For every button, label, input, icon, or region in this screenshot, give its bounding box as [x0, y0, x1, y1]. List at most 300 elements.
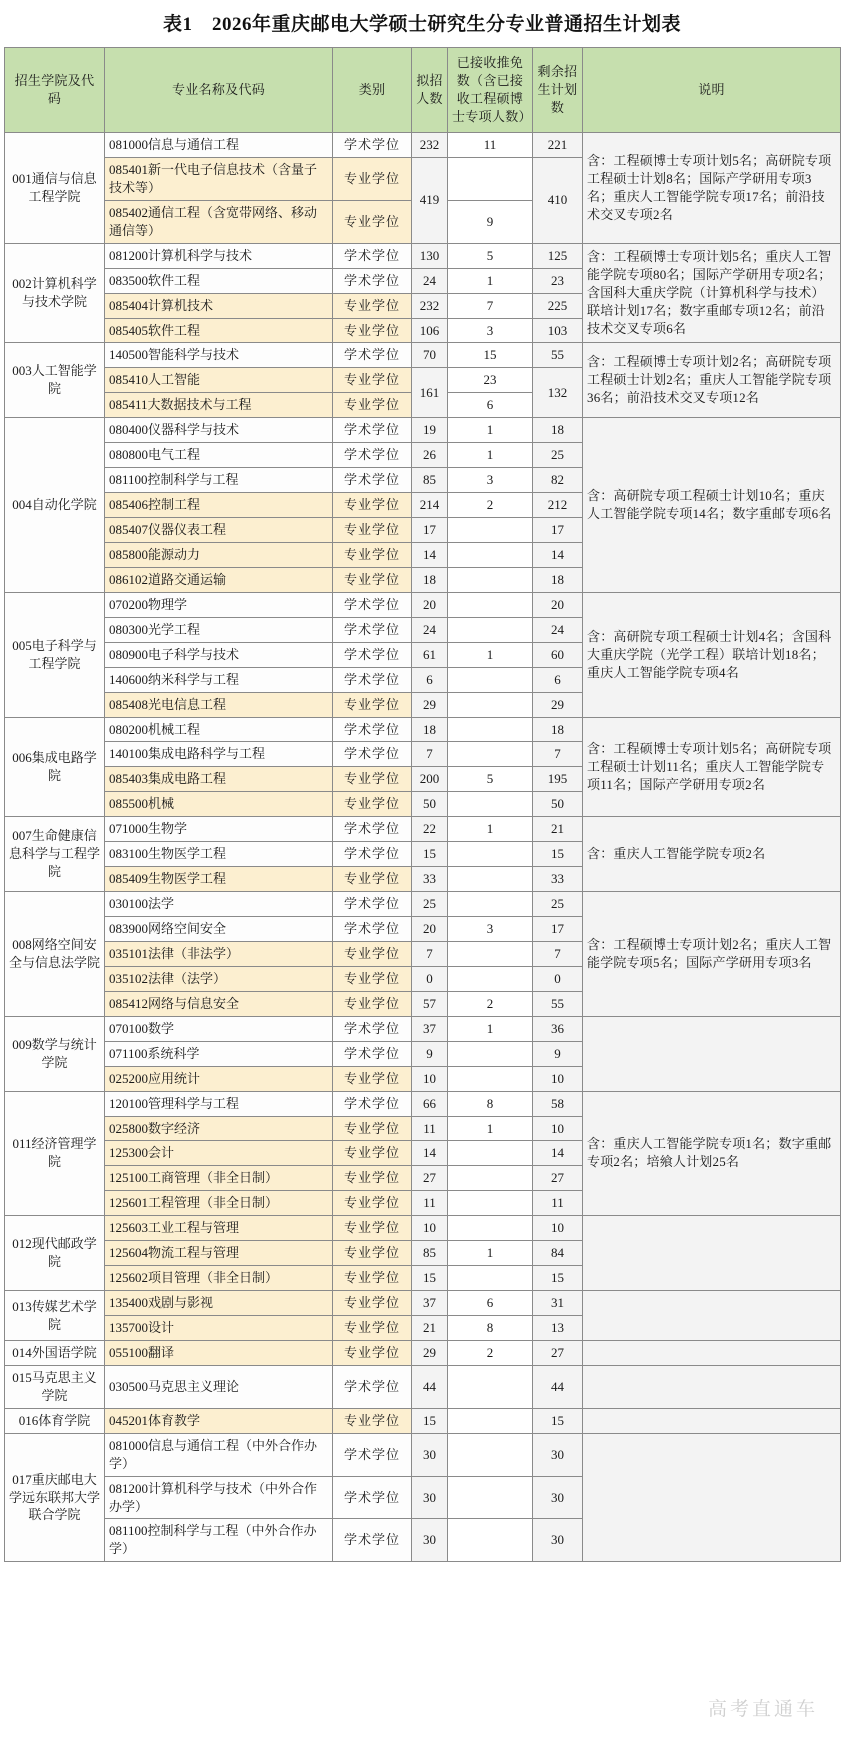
remaining-count-cell: 103 — [533, 318, 583, 343]
major-cell: 083900网络空间安全 — [105, 917, 333, 942]
planned-count-cell: 232 — [412, 293, 448, 318]
exempt-count-cell: 6 — [448, 1291, 533, 1316]
remaining-count-cell: 25 — [533, 443, 583, 468]
category-cell: 专业学位 — [333, 542, 412, 567]
planned-count-cell: 7 — [412, 742, 448, 767]
table-row — [5, 1433, 841, 1476]
remaining-count-cell: 225 — [533, 293, 583, 318]
category-cell: 学术学位 — [333, 717, 412, 742]
exempt-count-cell — [448, 518, 533, 543]
header-remaining: 剩余招生计划数 — [533, 48, 583, 133]
note-cell — [583, 1365, 841, 1408]
planned-count-cell: 9 — [412, 1041, 448, 1066]
category-cell: 学术学位 — [333, 642, 412, 667]
category-cell: 专业学位 — [333, 1166, 412, 1191]
table-row — [5, 592, 841, 617]
major-cell: 085411大数据技术与工程 — [105, 393, 333, 418]
remaining-count-cell: 25 — [533, 892, 583, 917]
college-cell: 015马克思主义学院 — [5, 1365, 105, 1408]
exempt-count-cell — [448, 892, 533, 917]
remaining-count-cell: 24 — [533, 617, 583, 642]
exempt-count-cell — [448, 1365, 533, 1408]
planned-count-cell: 25 — [412, 892, 448, 917]
planned-count-cell: 37 — [412, 1016, 448, 1041]
major-cell: 125604物流工程与管理 — [105, 1241, 333, 1266]
table-row — [5, 817, 841, 842]
planned-count-cell: 24 — [412, 268, 448, 293]
major-cell: 083500软件工程 — [105, 268, 333, 293]
note-cell — [583, 1291, 841, 1341]
planned-count-cell: 18 — [412, 717, 448, 742]
remaining-count-cell: 17 — [533, 518, 583, 543]
exempt-count-cell — [448, 1476, 533, 1519]
major-cell: 045201体育教学 — [105, 1408, 333, 1433]
remaining-count-cell: 15 — [533, 842, 583, 867]
exempt-count-cell: 3 — [448, 917, 533, 942]
remaining-count-cell: 6 — [533, 667, 583, 692]
remaining-count-cell: 10 — [533, 1216, 583, 1241]
header-major: 专业名称及代码 — [105, 48, 333, 133]
remaining-count-cell: 30 — [533, 1476, 583, 1519]
category-cell: 专业学位 — [333, 368, 412, 393]
planned-count-cell: 161 — [412, 368, 448, 418]
exempt-count-cell: 3 — [448, 318, 533, 343]
major-cell: 081200计算机科学与技术 — [105, 243, 333, 268]
exempt-count-cell — [448, 1041, 533, 1066]
college-cell: 002计算机科学与技术学院 — [5, 243, 105, 343]
exempt-count-cell: 2 — [448, 493, 533, 518]
category-cell: 学术学位 — [333, 1091, 412, 1116]
remaining-count-cell: 20 — [533, 592, 583, 617]
major-cell: 080300光学工程 — [105, 617, 333, 642]
remaining-count-cell: 55 — [533, 991, 583, 1016]
table-row — [5, 418, 841, 443]
major-cell: 081100控制科学与工程（中外合作办学） — [105, 1519, 333, 1562]
college-cell: 013传媒艺术学院 — [5, 1291, 105, 1341]
major-cell: 080400仪器科学与技术 — [105, 418, 333, 443]
exempt-count-cell — [448, 867, 533, 892]
planned-count-cell: 15 — [412, 1408, 448, 1433]
major-cell: 035102法律（法学） — [105, 966, 333, 991]
remaining-count-cell: 23 — [533, 268, 583, 293]
category-cell: 专业学位 — [333, 1291, 412, 1316]
category-cell: 专业学位 — [333, 293, 412, 318]
exempt-count-cell: 1 — [448, 443, 533, 468]
exempt-count-cell — [448, 717, 533, 742]
major-cell: 080900电子科学与技术 — [105, 642, 333, 667]
remaining-count-cell: 84 — [533, 1241, 583, 1266]
header-note: 说明 — [583, 48, 841, 133]
major-cell: 125100工商管理（非全日制） — [105, 1166, 333, 1191]
college-cell: 009数学与统计学院 — [5, 1016, 105, 1091]
major-cell: 080200机械工程 — [105, 717, 333, 742]
remaining-count-cell: 14 — [533, 542, 583, 567]
major-cell: 085404计算机技术 — [105, 293, 333, 318]
category-cell: 专业学位 — [333, 941, 412, 966]
remaining-count-cell: 17 — [533, 917, 583, 942]
table-row — [5, 717, 841, 742]
planned-count-cell: 18 — [412, 567, 448, 592]
major-cell: 035101法律（非法学） — [105, 941, 333, 966]
college-cell: 008网络空间安全与信息法学院 — [5, 892, 105, 1017]
planned-count-cell: 44 — [412, 1365, 448, 1408]
planned-count-cell: 26 — [412, 443, 448, 468]
planned-count-cell: 24 — [412, 617, 448, 642]
exempt-count-cell — [448, 592, 533, 617]
category-cell: 专业学位 — [333, 767, 412, 792]
major-cell: 081000信息与通信工程（中外合作办学） — [105, 1433, 333, 1476]
remaining-count-cell: 27 — [533, 1340, 583, 1365]
category-cell: 专业学位 — [333, 393, 412, 418]
category-cell: 学术学位 — [333, 1519, 412, 1562]
exempt-count-cell — [448, 742, 533, 767]
remaining-count-cell: 10 — [533, 1066, 583, 1091]
exempt-count-cell: 2 — [448, 1340, 533, 1365]
remaining-count-cell: 27 — [533, 1166, 583, 1191]
header-row — [5, 48, 841, 133]
remaining-count-cell: 14 — [533, 1141, 583, 1166]
planned-count-cell: 50 — [412, 792, 448, 817]
major-cell: 081100控制科学与工程 — [105, 468, 333, 493]
planned-count-cell: 29 — [412, 1340, 448, 1365]
note-cell: 含：高研院专项工程硕士计划10名；重庆人工智能学院专项14名；数字重邮专项6名 — [583, 418, 841, 593]
planned-count-cell: 20 — [412, 592, 448, 617]
exempt-count-cell: 1 — [448, 268, 533, 293]
remaining-count-cell: 195 — [533, 767, 583, 792]
major-cell: 081200计算机科学与技术（中外合作办学） — [105, 1476, 333, 1519]
planned-count-cell: 7 — [412, 941, 448, 966]
planned-count-cell: 22 — [412, 817, 448, 842]
category-cell: 专业学位 — [333, 1241, 412, 1266]
major-cell: 085500机械 — [105, 792, 333, 817]
remaining-count-cell: 9 — [533, 1041, 583, 1066]
table-row — [5, 1091, 841, 1116]
category-cell: 专业学位 — [333, 792, 412, 817]
admission-plan-table — [4, 47, 841, 1562]
exempt-count-cell — [448, 1266, 533, 1291]
planned-count-cell: 85 — [412, 468, 448, 493]
college-cell: 003人工智能学院 — [5, 343, 105, 418]
note-cell: 含：重庆人工智能学院专项1名；数字重邮专项2名；培飨人计划25名 — [583, 1091, 841, 1216]
major-cell: 071100系统科学 — [105, 1041, 333, 1066]
table-row — [5, 1216, 841, 1241]
planned-count-cell: 11 — [412, 1191, 448, 1216]
planned-count-cell: 232 — [412, 133, 448, 158]
exempt-count-cell: 1 — [448, 1241, 533, 1266]
table-row — [5, 892, 841, 917]
major-cell: 085402通信工程（含宽带网络、移动通信等） — [105, 200, 333, 243]
major-cell: 083100生物医学工程 — [105, 842, 333, 867]
table-body — [5, 133, 841, 1562]
planned-count-cell: 66 — [412, 1091, 448, 1116]
major-cell: 085408光电信息工程 — [105, 692, 333, 717]
table-row — [5, 1365, 841, 1408]
planned-count-cell: 29 — [412, 692, 448, 717]
table-row — [5, 1016, 841, 1041]
category-cell: 学术学位 — [333, 1433, 412, 1476]
major-cell: 125300会计 — [105, 1141, 333, 1166]
exempt-count-cell — [448, 1191, 533, 1216]
remaining-count-cell: 31 — [533, 1291, 583, 1316]
header-category: 类别 — [333, 48, 412, 133]
planned-count-cell: 61 — [412, 642, 448, 667]
major-cell: 085403集成电路工程 — [105, 767, 333, 792]
major-cell: 081000信息与通信工程 — [105, 133, 333, 158]
table-row — [5, 133, 841, 158]
major-cell: 140500智能科学与技术 — [105, 343, 333, 368]
remaining-count-cell: 11 — [533, 1191, 583, 1216]
remaining-count-cell: 7 — [533, 941, 583, 966]
exempt-count-cell: 1 — [448, 642, 533, 667]
exempt-count-cell — [448, 792, 533, 817]
watermark: 高考直通车 — [707, 1699, 818, 1720]
remaining-count-cell: 125 — [533, 243, 583, 268]
note-cell — [583, 1433, 841, 1562]
category-cell: 学术学位 — [333, 817, 412, 842]
exempt-count-cell — [448, 542, 533, 567]
planned-count-cell: 200 — [412, 767, 448, 792]
exempt-count-cell: 8 — [448, 1316, 533, 1341]
table-header — [5, 48, 841, 133]
major-cell: 140600纳米科学与工程 — [105, 667, 333, 692]
category-cell: 专业学位 — [333, 991, 412, 1016]
major-cell: 055100翻译 — [105, 1340, 333, 1365]
exempt-count-cell — [448, 1141, 533, 1166]
planned-count-cell: 0 — [412, 966, 448, 991]
header-exempt: 已接收推免数（含已接收工程硕博士专项人数） — [448, 48, 533, 133]
planned-count-cell: 10 — [412, 1216, 448, 1241]
category-cell: 专业学位 — [333, 318, 412, 343]
remaining-count-cell: 50 — [533, 792, 583, 817]
category-cell: 专业学位 — [333, 966, 412, 991]
planned-count-cell: 130 — [412, 243, 448, 268]
major-cell: 140100集成电路科学与工程 — [105, 742, 333, 767]
note-cell: 含：工程硕博士专项计划2名；重庆人工智能学院专项5名；国际产学研用专项3名 — [583, 892, 841, 1017]
major-cell: 086102道路交通运输 — [105, 567, 333, 592]
major-cell: 125603工业工程与管理 — [105, 1216, 333, 1241]
planned-count-cell: 30 — [412, 1433, 448, 1476]
exempt-count-cell: 11 — [448, 133, 533, 158]
remaining-count-cell: 13 — [533, 1316, 583, 1341]
remaining-count-cell: 21 — [533, 817, 583, 842]
college-cell: 005电子科学与工程学院 — [5, 592, 105, 717]
category-cell: 学术学位 — [333, 1476, 412, 1519]
major-cell: 025200应用统计 — [105, 1066, 333, 1091]
remaining-count-cell: 29 — [533, 692, 583, 717]
remaining-count-cell: 410 — [533, 157, 583, 243]
table-row — [5, 343, 841, 368]
category-cell: 专业学位 — [333, 567, 412, 592]
remaining-count-cell: 212 — [533, 493, 583, 518]
major-cell: 135700设计 — [105, 1316, 333, 1341]
exempt-count-cell — [448, 842, 533, 867]
category-cell: 专业学位 — [333, 1191, 412, 1216]
category-cell: 学术学位 — [333, 917, 412, 942]
category-cell: 专业学位 — [333, 1340, 412, 1365]
college-cell: 014外国语学院 — [5, 1340, 105, 1365]
exempt-count-cell — [448, 567, 533, 592]
remaining-count-cell: 7 — [533, 742, 583, 767]
exempt-count-cell: 5 — [448, 767, 533, 792]
planned-count-cell: 17 — [412, 518, 448, 543]
planned-count-cell: 15 — [412, 842, 448, 867]
planned-count-cell: 21 — [412, 1316, 448, 1341]
exempt-count-cell — [448, 1166, 533, 1191]
exempt-count-cell — [448, 966, 533, 991]
college-cell: 012现代邮政学院 — [5, 1216, 105, 1291]
category-cell: 学术学位 — [333, 892, 412, 917]
exempt-count-cell — [448, 157, 533, 200]
planned-count-cell: 10 — [412, 1066, 448, 1091]
exempt-count-cell: 1 — [448, 418, 533, 443]
major-cell: 070100数学 — [105, 1016, 333, 1041]
major-cell: 085405软件工程 — [105, 318, 333, 343]
planned-count-cell: 214 — [412, 493, 448, 518]
note-cell — [583, 1340, 841, 1365]
note-cell — [583, 1016, 841, 1091]
remaining-count-cell: 60 — [533, 642, 583, 667]
category-cell: 学术学位 — [333, 343, 412, 368]
category-cell: 学术学位 — [333, 742, 412, 767]
exempt-count-cell — [448, 1433, 533, 1476]
remaining-count-cell: 44 — [533, 1365, 583, 1408]
college-cell: 011经济管理学院 — [5, 1091, 105, 1216]
exempt-count-cell: 1 — [448, 1116, 533, 1141]
exempt-count-cell: 23 — [448, 368, 533, 393]
planned-count-cell: 6 — [412, 667, 448, 692]
major-cell: 071000生物学 — [105, 817, 333, 842]
note-cell: 含：工程硕博士专项计划5名；高研院专项工程硕士计划8名；国际产学研用专项3名；重庆人工智能学院专项17名；前沿技术交叉专项2名 — [583, 133, 841, 244]
exempt-count-cell — [448, 1066, 533, 1091]
category-cell: 专业学位 — [333, 1316, 412, 1341]
exempt-count-cell — [448, 941, 533, 966]
exempt-count-cell: 5 — [448, 243, 533, 268]
category-cell: 专业学位 — [333, 1141, 412, 1166]
page-title: 表1 2026年重庆邮电大学硕士研究生分专业普通招生计划表 — [162, 14, 681, 35]
exempt-count-cell: 9 — [448, 200, 533, 243]
major-cell: 135400戏剧与影视 — [105, 1291, 333, 1316]
college-cell: 006集成电路学院 — [5, 717, 105, 817]
planned-count-cell: 33 — [412, 867, 448, 892]
remaining-count-cell: 0 — [533, 966, 583, 991]
category-cell: 专业学位 — [333, 518, 412, 543]
category-cell: 学术学位 — [333, 268, 412, 293]
category-cell: 专业学位 — [333, 157, 412, 200]
planned-count-cell: 106 — [412, 318, 448, 343]
exempt-count-cell — [448, 1519, 533, 1562]
note-cell: 含：工程硕博士专项计划5名；重庆人工智能学院专项80名；国际产学研用专项2名；含国科大重庆学院（计算机科学与技术）联培计划17名；数字重邮专项12名；前沿技术交叉专项6名 — [583, 243, 841, 343]
exempt-count-cell — [448, 617, 533, 642]
planned-count-cell: 19 — [412, 418, 448, 443]
remaining-count-cell: 15 — [533, 1266, 583, 1291]
major-cell: 085412网络与信息安全 — [105, 991, 333, 1016]
major-cell: 125601工程管理（非全日制） — [105, 1191, 333, 1216]
college-cell: 007生命健康信息科学与工程学院 — [5, 817, 105, 892]
category-cell: 专业学位 — [333, 200, 412, 243]
table-row — [5, 1340, 841, 1365]
planned-count-cell: 30 — [412, 1476, 448, 1519]
remaining-count-cell: 15 — [533, 1408, 583, 1433]
college-cell: 016体育学院 — [5, 1408, 105, 1433]
major-cell: 030100法学 — [105, 892, 333, 917]
table-row — [5, 1408, 841, 1433]
major-cell: 120100管理科学与工程 — [105, 1091, 333, 1116]
planned-count-cell: 57 — [412, 991, 448, 1016]
remaining-count-cell: 33 — [533, 867, 583, 892]
category-cell: 专业学位 — [333, 1266, 412, 1291]
college-cell: 001通信与信息工程学院 — [5, 133, 105, 244]
remaining-count-cell: 18 — [533, 418, 583, 443]
category-cell: 专业学位 — [333, 493, 412, 518]
category-cell: 学术学位 — [333, 468, 412, 493]
remaining-count-cell: 221 — [533, 133, 583, 158]
category-cell: 学术学位 — [333, 667, 412, 692]
category-cell: 专业学位 — [333, 1216, 412, 1241]
remaining-count-cell: 30 — [533, 1433, 583, 1476]
exempt-count-cell — [448, 1216, 533, 1241]
remaining-count-cell: 30 — [533, 1519, 583, 1562]
category-cell: 专业学位 — [333, 1116, 412, 1141]
category-cell: 学术学位 — [333, 418, 412, 443]
planned-count-cell: 11 — [412, 1116, 448, 1141]
planned-count-cell: 14 — [412, 542, 448, 567]
major-cell: 025800数字经济 — [105, 1116, 333, 1141]
major-cell: 080800电气工程 — [105, 443, 333, 468]
exempt-count-cell: 3 — [448, 468, 533, 493]
category-cell: 专业学位 — [333, 1408, 412, 1433]
remaining-count-cell: 58 — [533, 1091, 583, 1116]
category-cell: 学术学位 — [333, 133, 412, 158]
note-cell: 含：工程硕博士专项计划5名；高研院专项工程硕士计划11名；重庆人工智能学院专项11名；国际产学研用专项2名 — [583, 717, 841, 817]
major-cell: 125602项目管理（非全日制） — [105, 1266, 333, 1291]
college-cell: 017重庆邮电大学远东联邦大学联合学院 — [5, 1433, 105, 1562]
major-cell: 085401新一代电子信息技术（含量子技术等） — [105, 157, 333, 200]
remaining-count-cell: 55 — [533, 343, 583, 368]
planned-count-cell: 30 — [412, 1519, 448, 1562]
table-row — [5, 243, 841, 268]
category-cell: 学术学位 — [333, 243, 412, 268]
planned-count-cell: 14 — [412, 1141, 448, 1166]
planned-count-cell: 20 — [412, 917, 448, 942]
major-cell: 085800能源动力 — [105, 542, 333, 567]
planned-count-cell: 419 — [412, 157, 448, 243]
exempt-count-cell: 2 — [448, 991, 533, 1016]
exempt-count-cell: 15 — [448, 343, 533, 368]
major-cell: 085406控制工程 — [105, 493, 333, 518]
exempt-count-cell: 6 — [448, 393, 533, 418]
category-cell: 学术学位 — [333, 443, 412, 468]
planned-count-cell: 15 — [412, 1266, 448, 1291]
major-cell: 085407仪器仪表工程 — [105, 518, 333, 543]
category-cell: 学术学位 — [333, 1041, 412, 1066]
category-cell: 专业学位 — [333, 867, 412, 892]
category-cell: 学术学位 — [333, 617, 412, 642]
remaining-count-cell: 10 — [533, 1116, 583, 1141]
category-cell: 学术学位 — [333, 1016, 412, 1041]
category-cell: 学术学位 — [333, 1365, 412, 1408]
note-cell: 含：高研院专项工程硕士计划4名；含国科大重庆学院（光学工程）联培计划18名；重庆人工智能学院专项4名 — [583, 592, 841, 717]
note-cell: 含：工程硕博士专项计划2名；高研院专项工程硕士计划2名；重庆人工智能学院专项36名；前沿技术交叉专项12名 — [583, 343, 841, 418]
major-cell: 030500马克思主义理论 — [105, 1365, 333, 1408]
exempt-count-cell: 1 — [448, 817, 533, 842]
planned-count-cell: 37 — [412, 1291, 448, 1316]
remaining-count-cell: 132 — [533, 368, 583, 418]
exempt-count-cell — [448, 667, 533, 692]
planned-count-cell: 85 — [412, 1241, 448, 1266]
category-cell: 专业学位 — [333, 692, 412, 717]
planned-count-cell: 70 — [412, 343, 448, 368]
major-cell: 085409生物医学工程 — [105, 867, 333, 892]
